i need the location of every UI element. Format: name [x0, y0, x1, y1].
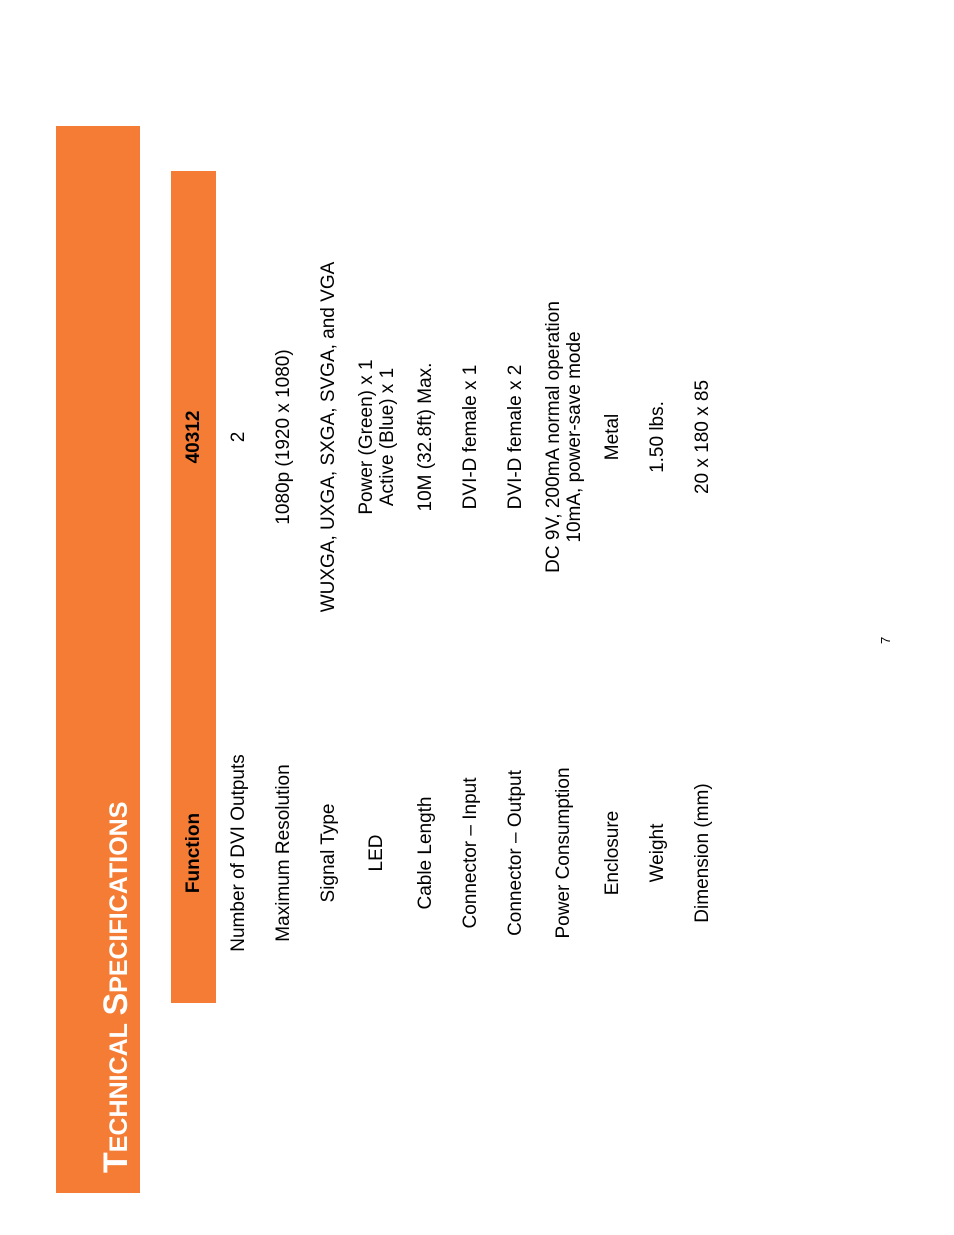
page-title	[98, 802, 137, 1173]
table-row	[403, 171, 448, 1003]
header-function: Function	[171, 703, 216, 1003]
title-first-cap: T	[97, 1152, 135, 1173]
table-row	[216, 171, 261, 1003]
value-cell: 2	[227, 431, 249, 443]
function-cell: Power Consumption	[553, 767, 574, 939]
table-row	[261, 171, 306, 1003]
value-cell: 20 x 180 x 85	[691, 379, 713, 495]
function-cell: Connector – Input	[459, 777, 481, 929]
function-cell: Dimension (mm)	[691, 783, 713, 923]
function-cell: Connector – Output	[504, 770, 526, 936]
value-cell: 1080p (1920 x 1080)	[272, 349, 294, 525]
header-row	[171, 171, 216, 1003]
table-row	[448, 171, 493, 1003]
function-cell: Number of DVI Outputs	[227, 754, 249, 952]
function-cell: LED	[366, 834, 387, 872]
function-cell: Enclosure	[601, 810, 623, 896]
header-model: 40312	[171, 171, 216, 703]
title-second-rest: PECIFICATIONS	[105, 801, 133, 993]
table-row	[680, 171, 725, 1003]
value-cell	[538, 171, 590, 703]
function-cell: Weight	[646, 823, 668, 883]
title-second-cap: S	[97, 992, 135, 1016]
title-first-rest: ECHNICAL	[105, 1023, 133, 1153]
function-cell: Maximum Resolution	[272, 764, 294, 942]
page-number: 7	[878, 636, 893, 644]
value-cell: DVI-D female x 2	[504, 364, 526, 510]
table-row	[635, 171, 680, 1003]
value-cell: Metal	[601, 413, 623, 461]
function-cell: Signal Type	[317, 803, 339, 903]
value-cell: 1.50 lbs.	[646, 401, 668, 473]
table-row	[590, 171, 635, 1003]
value-cell: WUXGA, UXGA, SXGA, SVGA, and VGA	[317, 261, 339, 613]
table-row	[306, 171, 351, 1003]
table-row	[538, 171, 590, 1003]
table-row	[493, 171, 538, 1003]
spec-table	[171, 171, 725, 1003]
table-row	[351, 171, 403, 1003]
value-line: Active (Blue) x 1	[377, 367, 398, 507]
value-line: DC 9V, 200mA normal operation	[543, 301, 564, 573]
value-line: Power (Green) x 1	[356, 359, 377, 515]
value-cell: DVI-D female x 1	[459, 364, 481, 510]
value-cell	[351, 171, 403, 703]
function-cell: Cable Length	[414, 796, 436, 910]
value-cell: 10M (32.8ft) Max.	[414, 362, 436, 512]
value-line: 10mA, power-save mode	[564, 331, 585, 543]
